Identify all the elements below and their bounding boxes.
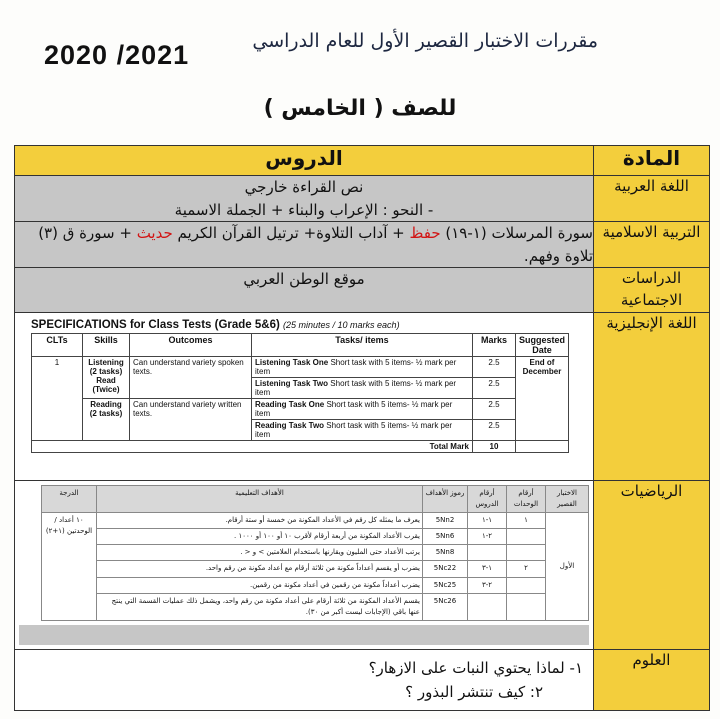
spec-task xyxy=(252,398,473,419)
curriculum-table xyxy=(14,145,710,711)
spec-total-value: 10 xyxy=(472,440,515,452)
math-header-test: الاختبار القصير xyxy=(546,485,589,512)
islamic-memorize: حفظ xyxy=(409,224,441,242)
math-lesson xyxy=(468,593,507,620)
math-grade: ١٠ أعداد / الوحدتين (١+٢) xyxy=(42,512,97,620)
math-code: 5Nn8 xyxy=(423,545,468,561)
math-code: 5Nc25 xyxy=(423,577,468,593)
spec-title-text: SPECIFICATIONS for Class Tests (Grade 5&6) xyxy=(31,318,280,331)
page-title: مقررات الاختبار القصير الأول للعام الدراسي xyxy=(252,30,598,52)
islamic-hadith: حديث xyxy=(136,224,173,242)
math-objective: يقسم الأعداد المكونة من ثلاثة أرقام على أعداد مكونة من رقم واحد، ويشمل ذلك عمليات القسمة التي ينتج عنها باقي (الإجابات ليست أكبر من ٣٠). xyxy=(97,593,423,620)
spec-task-name: Reading Task Two xyxy=(255,420,325,430)
spec-header-clts: CLTs xyxy=(32,333,83,356)
spec-header-marks: Marks xyxy=(472,333,515,356)
math-unit xyxy=(507,593,546,620)
subject-social: الدراسات الاجتماعية xyxy=(594,268,710,313)
spec-task-mark: 2.5 xyxy=(472,377,515,398)
spec-task xyxy=(252,356,473,377)
math-test-name: الأول xyxy=(546,512,589,620)
math-table xyxy=(41,485,589,622)
spec-skill-reading: Reading (2 tasks) xyxy=(83,398,130,440)
spec-clt-number: 1 xyxy=(32,356,83,440)
science-lessons xyxy=(15,650,594,711)
islamic-line-2: تلاوة وفهم. xyxy=(523,246,593,265)
spec-table xyxy=(31,333,569,453)
lessons-header: الدروس xyxy=(15,146,594,176)
spec-task-mark: 2.5 xyxy=(472,398,515,419)
academic-year: 2020 /2021 xyxy=(44,40,190,70)
math-header-code: رموز الأهداف xyxy=(423,485,468,512)
arabic-line-1: نص القراءة خارجي xyxy=(244,178,364,196)
math-objective: يعرف ما يمثله كل رقم في الأعداد المكونة من خمسة أو ستة أرقام. xyxy=(97,512,423,528)
spec-date: End of December xyxy=(515,356,568,440)
math-lesson: ٢-١ xyxy=(468,529,507,545)
subject-header: المادة xyxy=(594,146,710,176)
math-code: 5Nn2 xyxy=(423,512,468,528)
spec-header-outcomes: Outcomes xyxy=(130,333,252,356)
math-header-objective: الأهداف التعليمية xyxy=(97,485,423,512)
spec-header-skills: Skills xyxy=(83,333,130,356)
math-objective: يرتب الأعداد حتى المليون ويقارنها باستخدام العلامتين > و < . xyxy=(97,545,423,561)
spec-task-name: Listening Task Two xyxy=(255,378,329,388)
spec-task-mark: 2.5 xyxy=(472,419,515,440)
subject-english: اللغة الإنجليزية xyxy=(594,312,710,480)
math-header-unit: أرقام الوحدات xyxy=(507,485,546,512)
spec-total-label: Total Mark xyxy=(32,440,473,452)
islamic-part-3: + سورة ق (٣) xyxy=(38,224,132,242)
math-objective: يقرب الأعداد المكونة من أربعة أرقام لأقرب ١٠ أو ١٠٠ أو ١٠٠٠ . xyxy=(97,529,423,545)
social-row xyxy=(15,268,710,313)
english-spec xyxy=(15,312,594,480)
spec-task-desc: Short task with 5 items- ½ mark per item xyxy=(255,357,457,376)
arabic-row xyxy=(15,176,710,222)
spec-header-tasks: Tasks/ items xyxy=(252,333,473,356)
math-header-grade: الدرجة xyxy=(42,485,97,512)
math-unit xyxy=(507,545,546,561)
math-header-lesson: أرقام الدروس xyxy=(468,485,507,512)
spec-task xyxy=(252,419,473,440)
math-objective: يضرب أعداداً مكونة من رقمين في أعداد مكونة من رقمين. xyxy=(97,577,423,593)
subject-science: العلوم xyxy=(594,650,710,711)
grade-heading: للصف ( الخامس ) xyxy=(263,96,457,121)
social-lessons: موقع الوطن العربي xyxy=(15,268,594,313)
math-unit: ١ xyxy=(507,512,546,528)
spec-skill-listening: Listening (2 tasks) Read (Twice) xyxy=(83,356,130,398)
arabic-line-2: - النحو : الإعراب والبناء + الجملة الاسمية xyxy=(174,200,434,219)
spec-total-empty xyxy=(515,440,568,452)
arabic-lessons xyxy=(15,176,594,222)
spec-title xyxy=(31,319,589,331)
subject-islamic: التربية الاسلامية xyxy=(594,222,710,268)
english-row xyxy=(15,312,710,480)
subject-arabic: اللغة العربية xyxy=(594,176,710,222)
islamic-lessons xyxy=(15,222,594,268)
math-lessons xyxy=(15,480,594,650)
math-code: 5Nc26 xyxy=(423,593,468,620)
math-code: 5Nc22 xyxy=(423,561,468,577)
science-question-1: ١- لماذا يحتوي النبات على الازهار؟ xyxy=(368,659,583,678)
islamic-part-1: سورة المرسلات (١-١٩) xyxy=(445,224,593,242)
math-code: 5Nn6 xyxy=(423,529,468,545)
spec-task-desc: Short task with 5 items- ½ mark per item xyxy=(255,420,453,439)
spec-outcome-listening: Can understand variety spoken texts. xyxy=(130,356,252,398)
math-unit xyxy=(507,577,546,593)
spec-task-desc: Short task with 5 items- ½ mark per item xyxy=(255,378,457,397)
math-row xyxy=(15,480,710,650)
science-row xyxy=(15,650,710,711)
science-question-2: ٢: كيف تنتشر البذور ؟ xyxy=(405,683,543,702)
math-lesson: ٢-٣ xyxy=(468,577,507,593)
math-unit: ٢ xyxy=(507,561,546,577)
math-unit xyxy=(507,529,546,545)
spec-task-mark: 2.5 xyxy=(472,356,515,377)
islamic-part-2: + آداب التلاوة+ ترتيل القرآن الكريم xyxy=(177,224,405,242)
math-lesson xyxy=(468,545,507,561)
math-lesson: ١-٣ xyxy=(468,561,507,577)
islamic-line-1 xyxy=(15,222,593,245)
spec-task xyxy=(252,377,473,398)
spec-outcome-reading: Can understand variety written texts. xyxy=(130,398,252,440)
spec-header-date: Suggested Date xyxy=(515,333,568,356)
islamic-row xyxy=(15,222,710,268)
math-objective: يضرب أو يقسم أعداداً مكونة من ثلاثة أرقام مع أعداد مكونة من رقم واحد. xyxy=(97,561,423,577)
subject-math: الرياضيات xyxy=(594,480,710,650)
spec-task-name: Reading Task One xyxy=(255,399,325,409)
math-gray-band xyxy=(19,625,589,645)
spec-task-name: Listening Task One xyxy=(255,357,329,367)
spec-task-desc: Short task with 5 items- ½ mark per item xyxy=(255,399,453,418)
math-lesson: ١-١ xyxy=(468,512,507,528)
spec-title-note: (25 minutes / 10 marks each) xyxy=(283,319,400,330)
